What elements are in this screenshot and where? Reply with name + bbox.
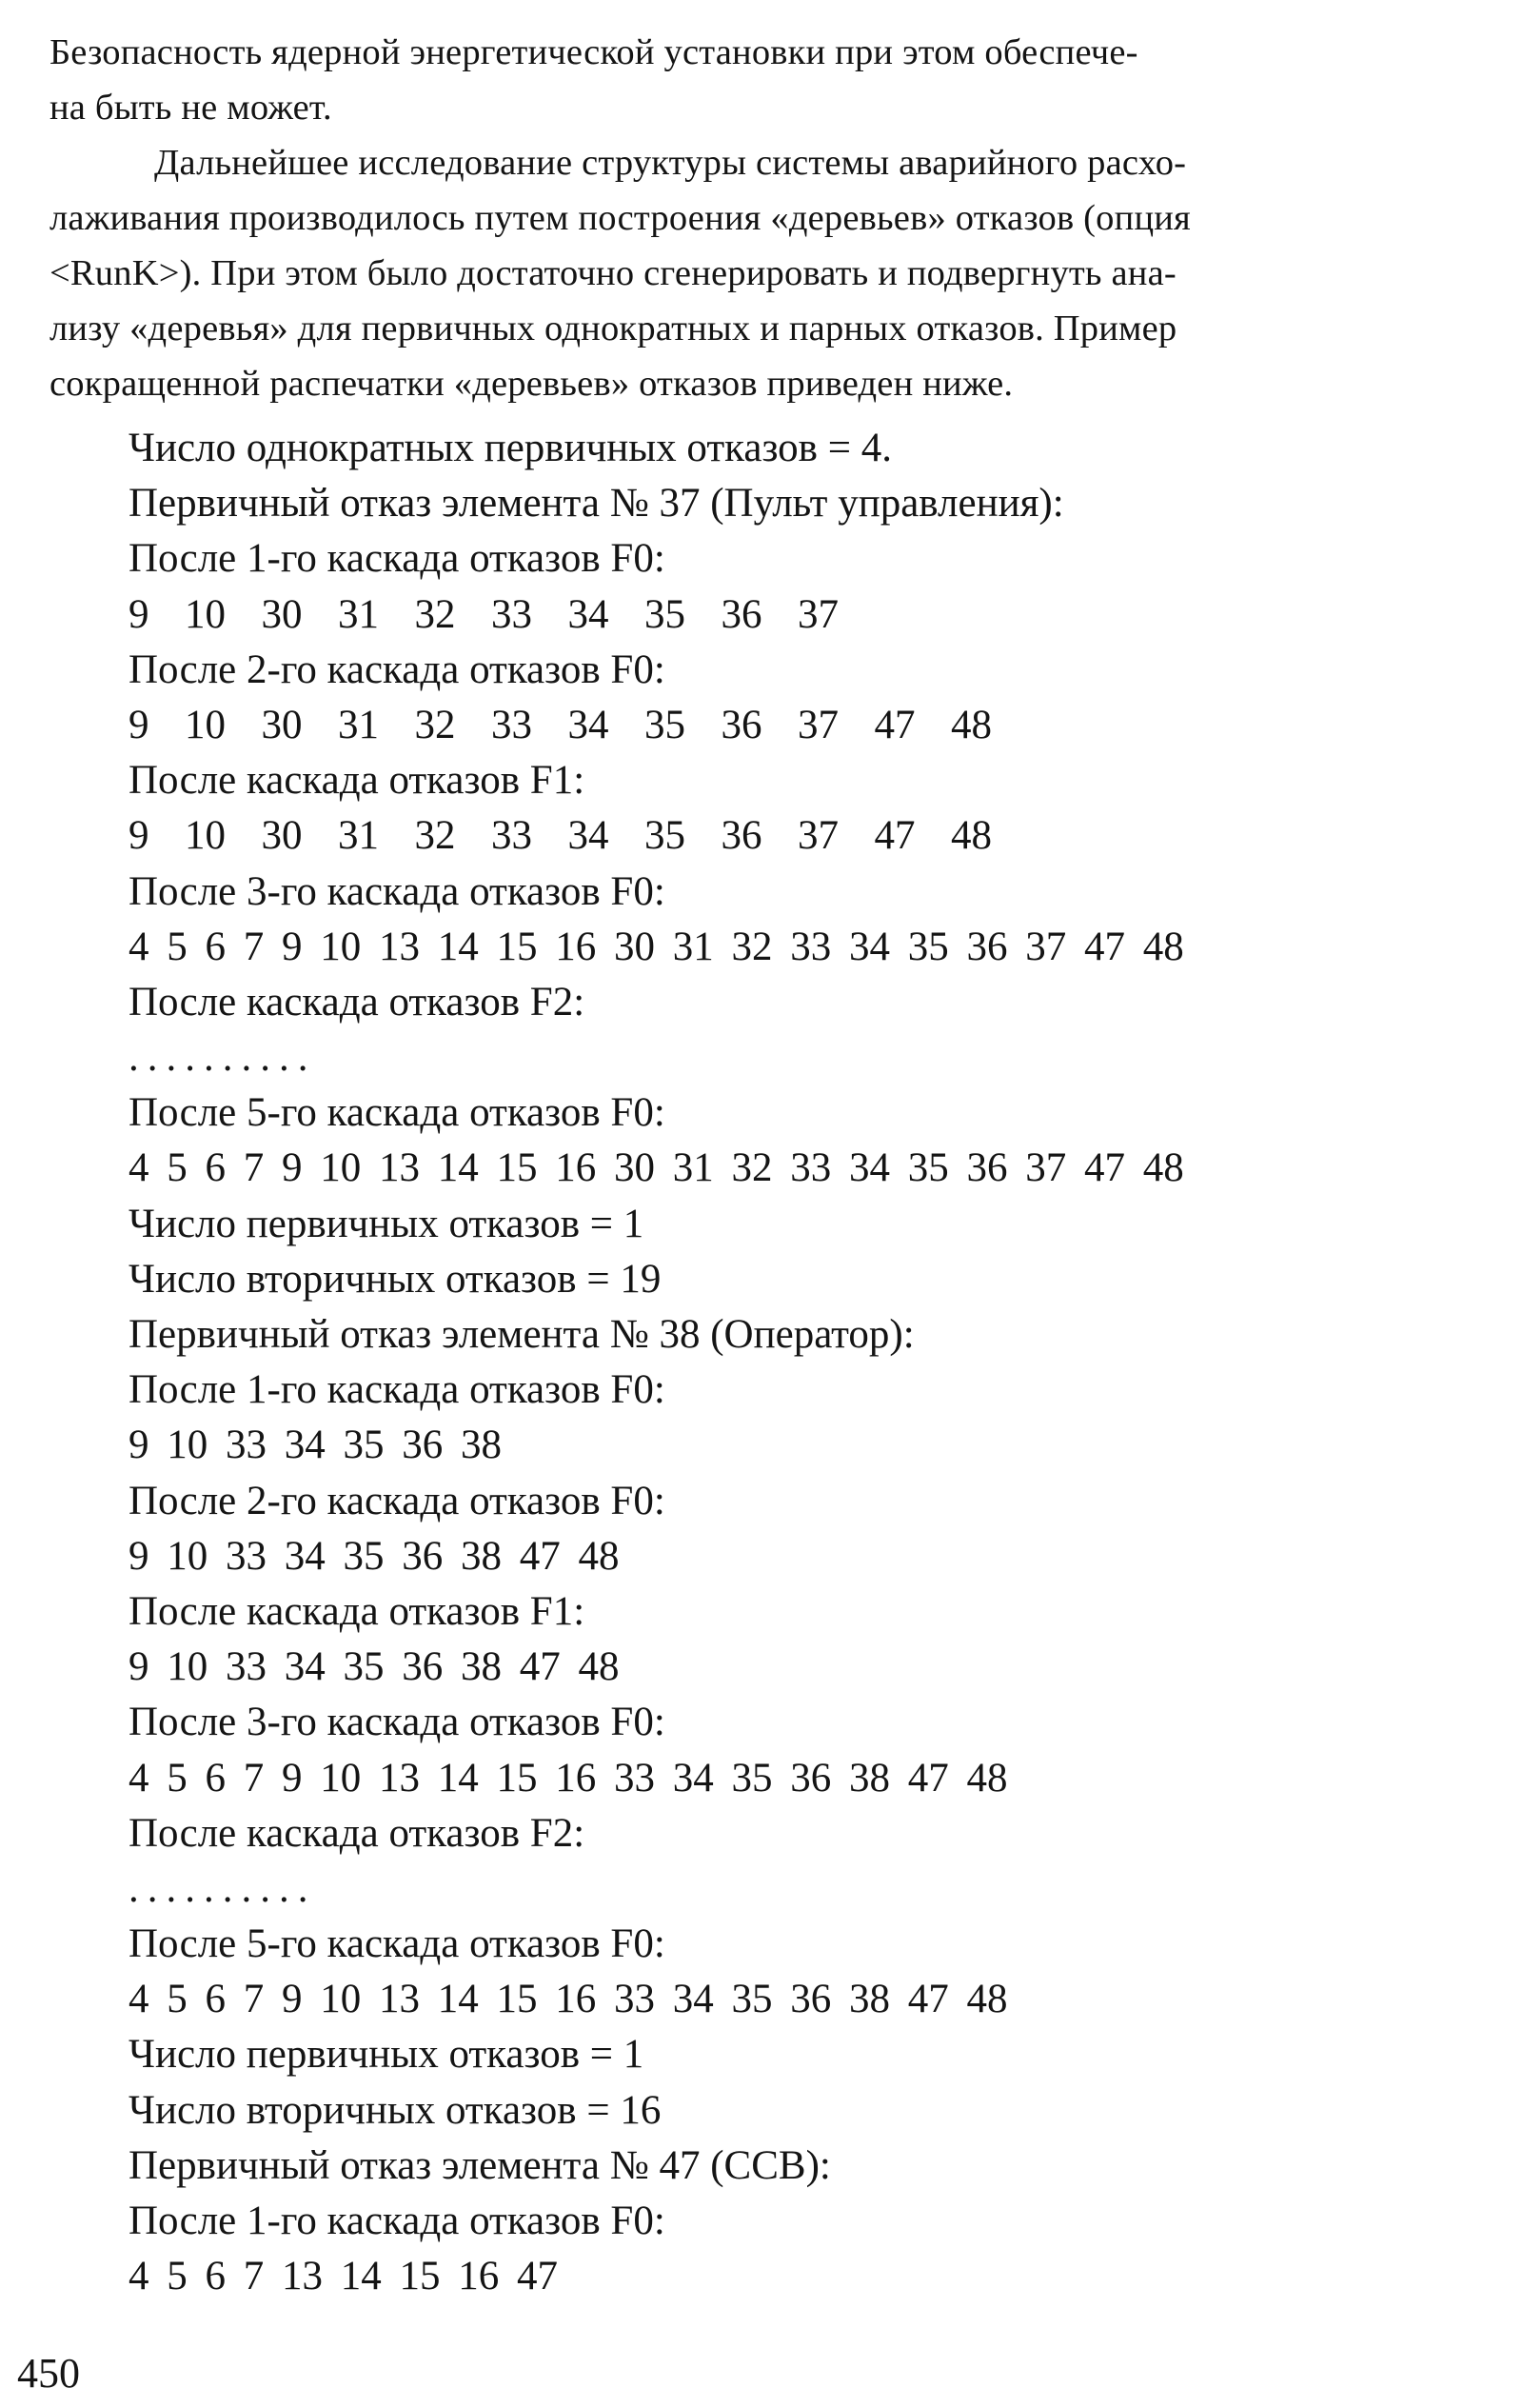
listing-line: Первичный отказ элемента № 47 (ССВ): [129, 2142, 831, 2188]
listing-numbers: 9 10 30 31 32 33 34 35 36 37 [129, 591, 839, 637]
listing-line: Число однократных первичных отказов = 4. [129, 426, 892, 470]
listing-numbers: 9 10 30 31 32 33 34 35 36 37 47 48 [129, 813, 992, 859]
text-line: Безопасность ядерной энергетической установки при этом обеспече- [49, 32, 1138, 72]
text-line: на быть не может. [49, 88, 332, 128]
listing-numbers: 4 5 6 7 9 10 13 14 15 16 30 31 32 33 34 35 36 37 47 48 [129, 924, 1184, 969]
listing-ellipsis: .......... [129, 1865, 317, 1911]
listing-line: После 1-го каскада отказов F0: [129, 1367, 665, 1413]
listing-numbers: 9 10 33 34 35 36 38 47 48 [129, 1644, 620, 1690]
listing-line: Число вторичных отказов = 19 [129, 1256, 662, 1302]
listing-line: Число вторичных отказов = 16 [129, 2087, 662, 2133]
page-number: 450 [17, 2350, 80, 2397]
text-line: лизу «деревья» для первичных однократных и парных отказов. Пример [49, 308, 1177, 348]
listing-line: После каскада отказов F1: [129, 758, 585, 804]
text-line: лаживания производилось путем построения «деревьев» отказов (опция [49, 198, 1191, 238]
paragraph-continued [49, 25, 1477, 135]
text-line: Дальнейшее исследование структуры системы аварийного расхо- [154, 143, 1187, 183]
listing-line: Первичный отказ элемента № 37 (Пульт управления): [129, 481, 1064, 527]
listing-numbers: 9 10 30 31 32 33 34 35 36 37 47 48 [129, 702, 992, 747]
listing-ellipsis: .......... [129, 1035, 317, 1081]
listing-line: После 1-го каскада отказов F0: [129, 2199, 665, 2243]
listing-line: После каскада отказов F1: [129, 1588, 585, 1634]
listing-line: Первичный отказ элемента № 38 (Оператор): [129, 1312, 915, 1357]
listing-line: После 3-го каскада отказов F0: [129, 868, 665, 914]
listing-numbers: 9 10 33 34 35 36 38 47 48 [129, 1533, 620, 1579]
text-line: сокращенной распечатки «деревьев» отказов приведен ниже. [49, 364, 1014, 404]
listing-line: После 1-го каскада отказов F0: [129, 536, 665, 582]
paragraph-fault-tree-intro [49, 135, 1477, 411]
listing-numbers: 4 5 6 7 9 10 13 14 15 16 33 34 35 36 38 47 48 [129, 1977, 1008, 2022]
fault-tree-printout [129, 421, 1480, 2304]
listing-numbers: 4 5 6 7 9 10 13 14 15 16 33 34 35 36 38 47 48 [129, 1755, 1008, 1801]
listing-line: После 2-го каскада отказов F0: [129, 647, 665, 692]
listing-line: После 3-го каскада отказов F0: [129, 1700, 665, 1745]
listing-line: После 5-го каскада отказов F0: [129, 1090, 665, 1136]
listing-line: После каскада отказов F2: [129, 979, 585, 1025]
listing-line: После 2-го каскада отказов F0: [129, 1478, 665, 1523]
text-line: <RunK>). При этом было достаточно сгенерировать и подвергнуть ана- [49, 253, 1177, 293]
listing-line: После 5-го каскада отказов F0: [129, 1921, 665, 1967]
listing-numbers: 4 5 6 7 13 14 15 16 47 [129, 2254, 558, 2299]
listing-numbers: 9 10 33 34 35 36 38 [129, 1423, 502, 1468]
listing-numbers: 4 5 6 7 9 10 13 14 15 16 30 31 32 33 34 35 36 37 47 48 [129, 1145, 1184, 1191]
listing-line: Число первичных отказов = 1 [129, 2032, 644, 2078]
listing-line: Число первичных отказов = 1 [129, 1201, 644, 1246]
listing-line: После каскада отказов F2: [129, 1810, 585, 1856]
